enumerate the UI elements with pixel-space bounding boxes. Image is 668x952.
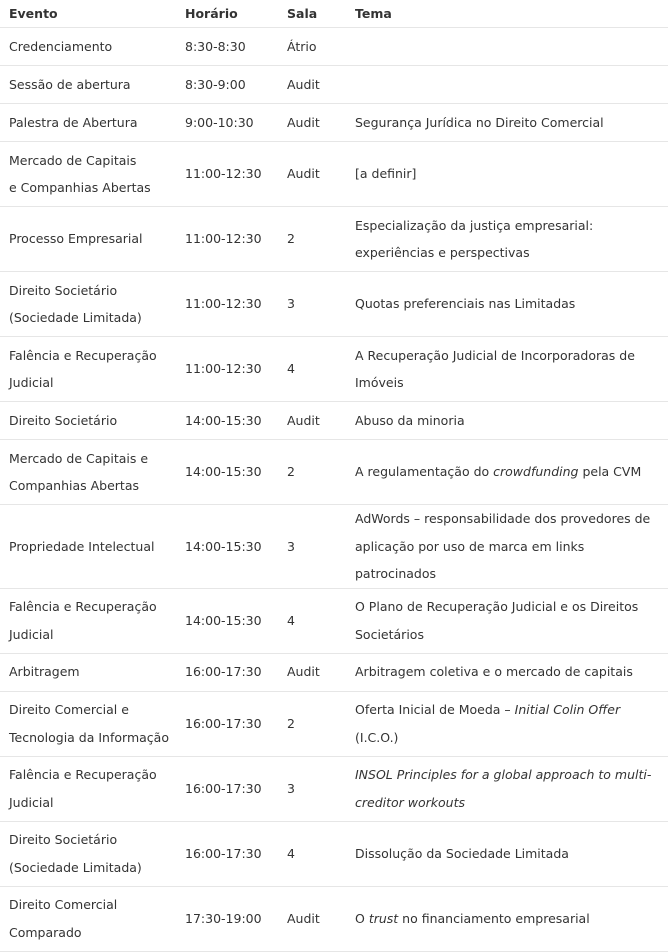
table-row [0, 653, 668, 691]
table-row [0, 104, 668, 142]
cell-sala: 3 [278, 272, 346, 337]
cell-horario: 8:30-8:30 [176, 28, 278, 66]
tema-text: Abuso da minoria [355, 412, 465, 428]
tema-text: [a definir] [355, 166, 417, 182]
tema-text-after: (I.C.O.) [355, 729, 399, 745]
cell-horario: 9:00-10:30 [176, 104, 278, 142]
cell-sala: Átrio [278, 28, 346, 66]
cell-evento: Processo Empresarial [0, 207, 176, 272]
tema-text: Oferta Inicial de Moeda – [355, 702, 515, 717]
cell-horario: 16:00-17:30 [176, 653, 278, 691]
cell-horario: 16:00-17:30 [176, 691, 278, 756]
cell-evento: Direito Societário (Sociedade Limitada) [0, 821, 176, 886]
cell-horario: 14:00-15:30 [176, 440, 278, 505]
cell-sala: 4 [278, 588, 346, 653]
tema-text: O Plano de Recuperação Judicial e os Direitos Societários [355, 599, 639, 642]
table-row [0, 142, 668, 207]
cell-tema [346, 337, 668, 402]
table-row [0, 337, 668, 402]
cell-tema [346, 505, 668, 589]
cell-horario: 16:00-17:30 [176, 821, 278, 886]
cell-tema [346, 588, 668, 653]
cell-sala: Audit [278, 104, 346, 142]
cell-tema [346, 756, 668, 821]
table-row [0, 28, 668, 66]
tema-emphasis: crowdfunding [493, 464, 579, 480]
header-horario: Horário [176, 0, 278, 28]
cell-sala: 2 [278, 440, 346, 505]
cell-horario: 14:00-15:30 [176, 505, 278, 589]
cell-evento: Direito Societário [0, 402, 176, 440]
cell-evento: Falência e Recuperação Judicial [0, 337, 176, 402]
tema-text: Segurança Jurídica no Direito Comercial [355, 114, 604, 130]
tema-emphasis: Initial Colin Offer [514, 702, 621, 717]
table-row [0, 756, 668, 821]
cell-tema [346, 207, 668, 272]
header-evento: Evento [0, 0, 176, 28]
tema-text: AdWords – responsabilidade dos provedores de aplicação por uso de marca em links patrocinados [355, 511, 651, 581]
cell-tema [346, 821, 668, 886]
cell-evento: Propriedade Intelectual [0, 505, 176, 589]
table-row [0, 886, 668, 951]
tema-text-after: pela CVM [578, 464, 642, 480]
tema-text-after: no financiamento empresarial [398, 910, 590, 926]
cell-tema [346, 653, 668, 691]
cell-sala: 2 [278, 207, 346, 272]
table-row [0, 207, 668, 272]
tema-text: Dissolução da Sociedade Limitada [355, 845, 569, 861]
tema-emphasis: trust [368, 910, 399, 926]
table-row [0, 821, 668, 886]
cell-sala: Audit [278, 402, 346, 440]
cell-evento: Falência e Recuperação Judicial [0, 588, 176, 653]
header-row [0, 0, 668, 28]
cell-sala: 3 [278, 505, 346, 589]
cell-sala: Audit [278, 653, 346, 691]
tema-text: O [355, 910, 369, 926]
cell-evento: Palestra de Abertura [0, 104, 176, 142]
tema-text: Quotas preferenciais nas Limitadas [355, 296, 576, 312]
cell-tema [346, 142, 668, 207]
cell-sala: 3 [278, 756, 346, 821]
cell-tema [346, 886, 668, 951]
cell-horario: 11:00-12:30 [176, 142, 278, 207]
cell-tema [346, 440, 668, 505]
header-sala: Sala [278, 0, 346, 28]
table-row [0, 66, 668, 104]
tema-emphasis: INSOL Principles for a global approach to multi-creditor workouts [355, 767, 652, 810]
cell-horario: 11:00-12:30 [176, 272, 278, 337]
cell-evento: Falência e Recuperação Judicial [0, 756, 176, 821]
tema-text: A regulamentação do [355, 464, 494, 480]
cell-horario: 14:00-15:30 [176, 588, 278, 653]
cell-evento: Direito Comercial e Tecnologia da Informação [0, 691, 176, 756]
header-tema: Tema [346, 0, 668, 28]
cell-horario: 8:30-9:00 [176, 66, 278, 104]
cell-horario: 14:00-15:30 [176, 402, 278, 440]
cell-tema [346, 66, 668, 104]
cell-sala: 2 [278, 691, 346, 756]
cell-evento: Arbitragem [0, 653, 176, 691]
cell-horario: 11:00-12:30 [176, 337, 278, 402]
table-row [0, 588, 668, 653]
cell-horario: 11:00-12:30 [176, 207, 278, 272]
cell-tema [346, 28, 668, 66]
cell-evento: Mercado de Capitais e Companhias Abertas [0, 440, 176, 505]
cell-sala: 4 [278, 337, 346, 402]
cell-evento: Direito Societário (Sociedade Limitada) [0, 272, 176, 337]
table-row [0, 440, 668, 505]
cell-tema [346, 402, 668, 440]
cell-evento: Direito Comercial Comparado [0, 886, 176, 951]
cell-tema [346, 104, 668, 142]
cell-tema [346, 691, 668, 756]
tema-text: Especialização da justiça empresarial: experiências e perspectivas [355, 217, 594, 260]
cell-sala: Audit [278, 142, 346, 207]
cell-evento: Credenciamento [0, 28, 176, 66]
table-row [0, 691, 668, 756]
cell-horario: 16:00-17:30 [176, 756, 278, 821]
cell-sala: 4 [278, 821, 346, 886]
cell-tema [346, 272, 668, 337]
cell-evento: Sessão de abertura [0, 66, 176, 104]
cell-evento: Mercado de Capitais e Companhias Abertas [0, 142, 176, 207]
table-row [0, 402, 668, 440]
tema-text: Arbitragem coletiva e o mercado de capitais [355, 664, 633, 680]
tema-text: A Recuperação Judicial de Incorporadoras de Imóveis [355, 347, 635, 390]
cell-sala: Audit [278, 886, 346, 951]
table-row [0, 505, 668, 589]
cell-sala: Audit [278, 66, 346, 104]
table-row [0, 272, 668, 337]
cell-horario: 17:30-19:00 [176, 886, 278, 951]
